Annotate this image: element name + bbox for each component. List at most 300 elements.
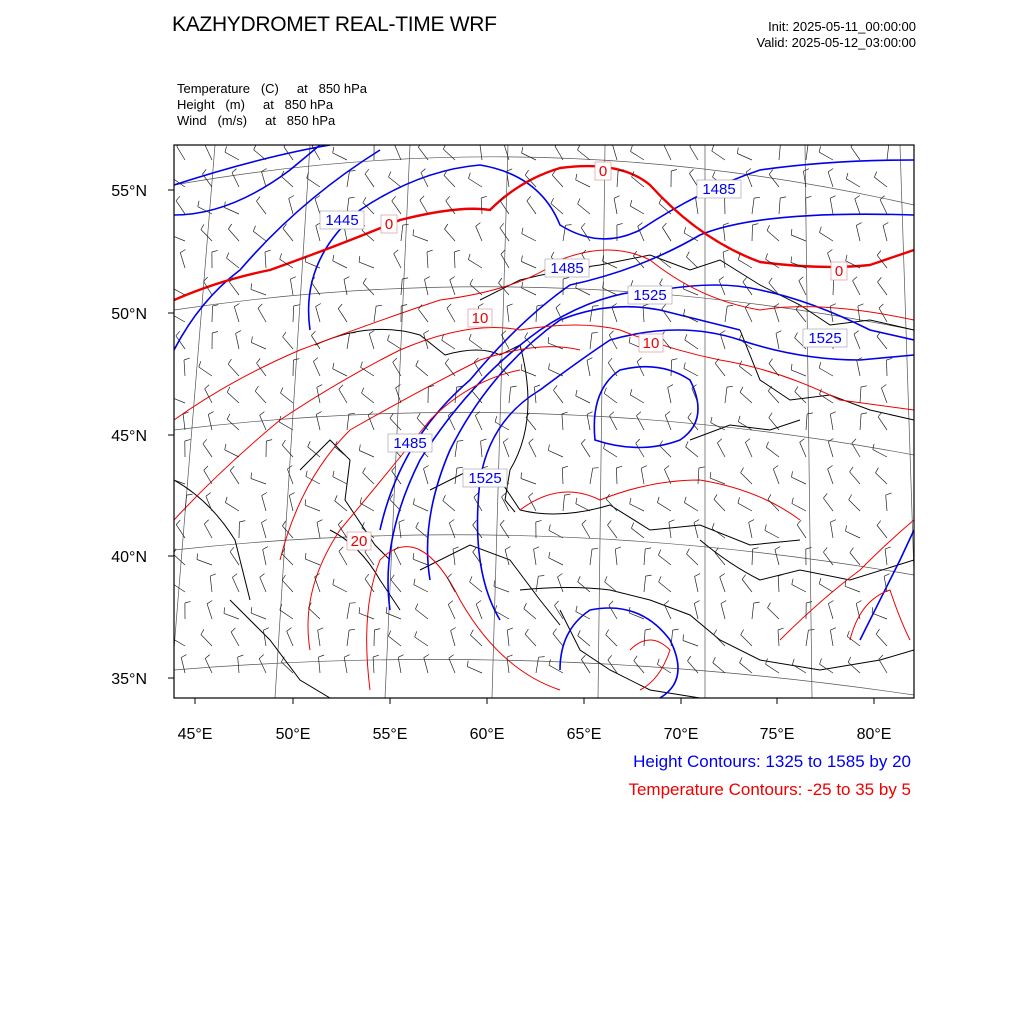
wind-barb-flag (239, 521, 245, 522)
wind-barb (228, 229, 239, 241)
wind-barb-flag (876, 629, 879, 634)
wind-barb-flag (592, 332, 598, 333)
wind-barb (854, 334, 860, 349)
wind-barb-flag (792, 659, 794, 665)
wind-barb (738, 503, 752, 511)
wind-barb-flag (778, 628, 784, 630)
wind-barb-flag (289, 493, 294, 496)
wind-barb-flag (454, 250, 460, 252)
wind-barb-flag (282, 440, 285, 445)
wind-barb-flag (592, 548, 598, 549)
wind-barb-flag (660, 279, 663, 284)
wind-barb-flag (587, 412, 592, 415)
wind-barb-flag (388, 335, 390, 341)
lon-tick-labels (178, 726, 892, 743)
wind-barb-flag (872, 607, 873, 613)
wind-barb (251, 479, 266, 485)
wind-barb (230, 552, 239, 565)
wind-barb (685, 340, 698, 349)
wind-barb-flag (448, 601, 453, 605)
lon-label-45: 45°E (177, 726, 213, 743)
wind-barb-flag (290, 277, 295, 280)
wind-barb (503, 442, 509, 457)
wind-barb (521, 262, 536, 269)
lat-label-50: 50°N (111, 306, 147, 323)
wind-barb-flag (185, 439, 191, 441)
wind-barb (199, 367, 212, 376)
wind-barb (500, 525, 509, 538)
wind-barb-flag (711, 417, 712, 423)
wind-barb (830, 630, 833, 646)
wind-barb-flag (723, 250, 729, 252)
wind-barb (453, 549, 455, 565)
wind-barb-flag (386, 607, 387, 613)
wind-barb (643, 306, 644, 322)
wind-barb (719, 280, 725, 295)
wind-barb (447, 578, 455, 592)
wind-barb (344, 279, 347, 295)
wind-barb-flag (671, 170, 677, 172)
wind-barb (737, 154, 752, 161)
wind-barb (886, 495, 887, 511)
wind-barb (590, 468, 593, 484)
wind-barb-flag (856, 601, 861, 604)
wind-barb-flag (511, 386, 517, 387)
wind-barb (260, 577, 266, 592)
wind-barb (227, 258, 240, 268)
wind-barb (476, 226, 482, 241)
wind-barb (690, 146, 698, 160)
wind-barb-flag (224, 607, 225, 613)
wind-barb-flag (749, 520, 754, 523)
wind-barb-flag (470, 279, 473, 284)
wind-barb (578, 636, 590, 646)
wind-barb-flag (470, 630, 473, 635)
wind-barb-flag (630, 498, 631, 504)
wind-barb (251, 343, 266, 350)
wind-barb (347, 414, 349, 430)
wind-barb-flag (615, 547, 621, 549)
wind-barb (254, 150, 266, 160)
wind-barb-flag (820, 659, 822, 665)
wind-barb (536, 657, 539, 673)
wind-barb-flag (754, 602, 760, 603)
wind-barb-flag (807, 413, 813, 414)
height-label-1525-north: 1525 (633, 287, 667, 304)
wind-barb (388, 636, 401, 646)
wind-barb-flag (846, 173, 848, 179)
wind-barb (665, 415, 671, 430)
wind-barb (522, 153, 536, 160)
wind-barb-flag (359, 445, 360, 451)
wind-barb-flag (525, 333, 528, 338)
wind-barb (563, 495, 565, 511)
wind-barb-flag (316, 412, 321, 415)
wind-barb (849, 500, 860, 511)
wind-barb-flag (204, 520, 208, 524)
wind-barb (197, 560, 212, 566)
wind-barb (876, 634, 887, 646)
wind-barb-flag (289, 196, 294, 199)
wind-barb-flag (828, 250, 833, 254)
wind-barb (779, 198, 780, 214)
wind-barb (227, 392, 239, 403)
wind-barb-flag (424, 466, 429, 469)
wind-barb (333, 477, 347, 484)
wind-barb (347, 171, 350, 187)
height-contour-legend: Height Contours: 1325 to 1585 by 20 (633, 752, 911, 771)
wind-barb-flag (317, 385, 322, 388)
wind-barb-flag (665, 412, 670, 416)
wind-barb (333, 261, 347, 268)
temp-label-10-west: 10 (471, 310, 489, 327)
wind-barb (481, 441, 482, 457)
wind-barb (792, 477, 807, 484)
wind-barb-flag (227, 387, 230, 392)
wind-barb (847, 636, 860, 646)
wind-barb (347, 630, 349, 646)
wind-barb (333, 585, 347, 592)
wind-barb-flag (316, 304, 321, 307)
temperature-contour-legend: Temperature Contours: -25 to 35 by 5 (628, 780, 911, 799)
wind-barb (695, 576, 698, 592)
wind-barb (576, 180, 590, 187)
wind-barb (392, 201, 401, 214)
wind-barb (283, 229, 293, 242)
wind-barb-flag (823, 548, 827, 553)
wind-barb-flag (251, 337, 252, 343)
wind-barb-flag (852, 439, 856, 443)
wind-barb (609, 335, 617, 349)
wind-barb (590, 333, 592, 349)
wind-barb-flag (555, 601, 559, 605)
temperature-label (468, 309, 492, 327)
wind-barb (415, 609, 428, 619)
wind-barb (738, 260, 752, 268)
wind-barb-flag (388, 631, 390, 637)
wind-barb-flag (376, 305, 382, 306)
temperature-label (831, 262, 847, 280)
wind-barb-flag (258, 304, 262, 308)
wind-barb-flag (262, 520, 267, 523)
wind-barb-flag (449, 655, 454, 659)
wind-barb (234, 307, 239, 322)
wind-barb (799, 281, 806, 295)
wind-barb-flag (424, 655, 429, 658)
wind-barb-flag (308, 441, 311, 447)
wind-barb-flag (659, 576, 662, 582)
wind-barb-flag (694, 520, 699, 523)
wind-barb (658, 555, 671, 565)
wind-barb-flag (581, 655, 585, 659)
wind-barb-flag (172, 578, 174, 584)
wind-barb-flag (413, 553, 414, 559)
wind-barb-flag (769, 413, 772, 418)
wind-barb-flag (614, 196, 619, 199)
wind-barb-flag (565, 494, 571, 495)
wind-barb-flag (753, 548, 759, 549)
wind-barb-flag (500, 223, 504, 228)
wind-barb (778, 576, 779, 592)
wind-barb-flag (507, 304, 513, 306)
wind-barb (725, 387, 727, 403)
wind-barb-flag (637, 358, 642, 362)
wind-barb-flag (451, 628, 456, 631)
wind-barb (872, 613, 887, 619)
wind-barb-flag (350, 603, 356, 604)
wind-barb (582, 524, 590, 538)
wind-barb-flag (800, 439, 805, 443)
lon-label-80: 80°E (856, 726, 892, 743)
height-contours (174, 145, 914, 698)
wind-barb-flag (204, 466, 208, 470)
wind-barb (765, 530, 779, 538)
wind-barb (451, 631, 455, 646)
wind-barb (604, 393, 617, 403)
wind-barb (879, 659, 887, 673)
wind-barb (752, 603, 754, 619)
wind-barb-flag (828, 601, 833, 604)
wind-barb (792, 665, 806, 673)
wind-barb-flag (847, 631, 849, 637)
wind-barb-flag (478, 304, 483, 307)
wind-barb (860, 414, 861, 430)
wind-barb-flag (689, 169, 693, 173)
wind-barb-flag (171, 282, 172, 288)
wind-barb-flag (685, 334, 687, 340)
wind-barb-flag (365, 169, 369, 174)
wind-barb (224, 208, 239, 215)
wind-barb (851, 147, 860, 160)
wind-barb-flag (609, 331, 613, 335)
wind-barb (313, 361, 320, 376)
wind-barb-flag (467, 661, 468, 667)
wind-barb-flag (846, 525, 847, 531)
lat-label-40: 40°N (111, 549, 147, 566)
wind-barb (505, 550, 509, 566)
wind-barb (339, 389, 347, 403)
wind-barb-flag (230, 547, 234, 552)
lat-ticks (168, 190, 174, 678)
wind-barb-flag (344, 277, 349, 280)
wind-barb-flag (769, 359, 773, 364)
wind-barb-flag (333, 579, 334, 585)
temp-label-20: 20 (350, 533, 368, 550)
height-label-1525-south: 1525 (468, 470, 502, 487)
wind-barb (305, 505, 320, 511)
wind-barb-flag (374, 143, 380, 145)
wind-barb-flag (581, 223, 585, 228)
wind-barb (416, 528, 428, 538)
wind-barb-flag (631, 280, 633, 286)
wind-barb (857, 360, 860, 376)
wind-barb-flag (333, 147, 334, 153)
wind-barb-flag (539, 657, 545, 658)
wind-barb (283, 337, 293, 349)
wind-barb-flag (630, 389, 632, 395)
wind-barb-flag (683, 283, 684, 289)
wind-barb (578, 150, 591, 160)
wind-barb-flag (846, 255, 847, 261)
wind-barb-flag (521, 256, 522, 262)
lat-label-35: 35°N (111, 671, 147, 688)
wind-barb (265, 252, 266, 268)
wind-barb-flag (664, 466, 669, 470)
wind-barb (636, 443, 644, 457)
wind-barb-flag (507, 628, 513, 630)
wind-barb (578, 582, 590, 592)
wind-barb-flag (228, 359, 231, 364)
wind-barb (819, 152, 833, 160)
wind-barb (549, 558, 563, 565)
lon-label-50: 50°E (275, 726, 311, 743)
wind-barb-flag (549, 552, 550, 558)
wind-barb-flag (184, 358, 190, 360)
wind-barb (468, 260, 482, 268)
wind-barb (225, 503, 239, 511)
wind-barb (714, 499, 725, 511)
wind-barb (558, 577, 564, 592)
wind-barb (657, 503, 671, 511)
wind-barb-flag (534, 547, 540, 549)
wind-barb (562, 414, 563, 430)
wind-barb-flag (392, 196, 396, 201)
wind-barb (552, 175, 563, 187)
wind-barb-flag (201, 629, 204, 634)
wind-barb (365, 174, 374, 187)
wind-barb-flag (738, 254, 740, 260)
wind-barb-flag (208, 412, 213, 415)
wind-barb (548, 343, 563, 349)
wind-barb (454, 252, 455, 268)
wind-barb-flag (740, 657, 743, 662)
lon-label-55: 55°E (372, 726, 408, 743)
wind-barb (725, 306, 727, 322)
wind-barb (311, 282, 320, 295)
wind-barb (472, 391, 482, 403)
wind-barb-flag (203, 169, 207, 174)
wind-barb-flag (263, 547, 268, 550)
wind-barb (740, 392, 752, 403)
wind-barb-flag (874, 172, 876, 178)
wind-barb-flag (365, 574, 369, 579)
wind-barb-flag (861, 386, 867, 387)
wind-barb (521, 370, 536, 376)
wind-barb-flag (176, 196, 180, 201)
wind-barb (806, 630, 808, 646)
wind-barb-flag (712, 145, 714, 151)
wind-barb-flag (393, 358, 397, 362)
wind-barb-flag (180, 250, 185, 253)
wind-barb-flag (389, 172, 391, 178)
wind-barb-flag (672, 359, 678, 360)
wind-barb (449, 523, 455, 538)
wind-barb (664, 146, 671, 161)
wind-barb (644, 549, 645, 565)
wind-barb-flag (877, 251, 881, 256)
wind-barb (339, 551, 347, 565)
wind-barb (522, 234, 536, 241)
wind-barb-flag (265, 250, 271, 252)
wind-barb (739, 366, 752, 376)
wind-barb (683, 641, 698, 647)
wind-barb-flag (522, 147, 523, 153)
wind-barb-flag (830, 520, 835, 523)
wind-barb (723, 252, 725, 268)
wind-barb-flag (421, 169, 426, 173)
wind-barb-flag (713, 172, 716, 178)
wind-barb (473, 552, 482, 565)
wind-barb (876, 473, 888, 484)
wind-barb (170, 235, 185, 241)
wind-barb (413, 559, 428, 565)
wind-barb (171, 314, 185, 322)
wind-barb (850, 553, 860, 565)
wind-barb (359, 451, 374, 458)
wind-barb (769, 174, 779, 187)
wind-barb (878, 282, 888, 295)
wind-barb (470, 635, 482, 646)
wind-barb (467, 667, 482, 673)
wind-barb-flag (780, 197, 786, 198)
wind-barb-flag (551, 252, 554, 257)
wind-barb (883, 226, 887, 242)
temperature-label (639, 334, 663, 352)
wind-barb (359, 613, 374, 619)
height-label-1485-ne: 1485 (702, 181, 736, 198)
wind-barb-flag (553, 629, 557, 634)
wind-barb (390, 500, 401, 512)
wind-barb-flag (699, 467, 705, 468)
wind-barb-flag (349, 629, 355, 630)
wind-barb-flag (797, 520, 801, 525)
wind-barb-flag (227, 253, 229, 259)
wind-barb-flag (664, 601, 669, 605)
wind-barb-flag (318, 628, 324, 630)
wind-barb (717, 443, 725, 457)
wind-barb (553, 634, 563, 646)
wind-barb-flag (617, 223, 623, 225)
wind-barb (469, 179, 483, 188)
wind-barb (637, 416, 645, 430)
height-label-1485-west: 1485 (393, 435, 427, 452)
wind-barb (880, 200, 887, 214)
wind-barb (185, 495, 187, 511)
temperature-contours (174, 166, 914, 690)
wind-barb-flag (468, 254, 470, 260)
wind-barb (391, 580, 401, 592)
wind-barb (228, 364, 239, 376)
wind-barb-flag (368, 412, 373, 416)
wind-barb-flag (480, 142, 486, 144)
wind-barb-flag (773, 466, 778, 470)
wind-barb (469, 340, 482, 349)
wind-barb (311, 336, 320, 350)
wind-barb-flag (420, 196, 424, 200)
wind-barb-flag (425, 277, 430, 280)
wind-barb-flag (225, 497, 227, 503)
wind-barb-flag (850, 467, 854, 472)
wind-barb (613, 145, 618, 160)
wind-barb (443, 149, 455, 160)
wind-barb-flag (361, 362, 363, 368)
wind-barb (830, 414, 833, 430)
wind-barb (255, 391, 266, 403)
wind-barb (668, 387, 671, 403)
wind-barb-flag (503, 439, 508, 443)
wind-barb-flag (363, 468, 366, 473)
wind-barb-flag (669, 520, 675, 522)
